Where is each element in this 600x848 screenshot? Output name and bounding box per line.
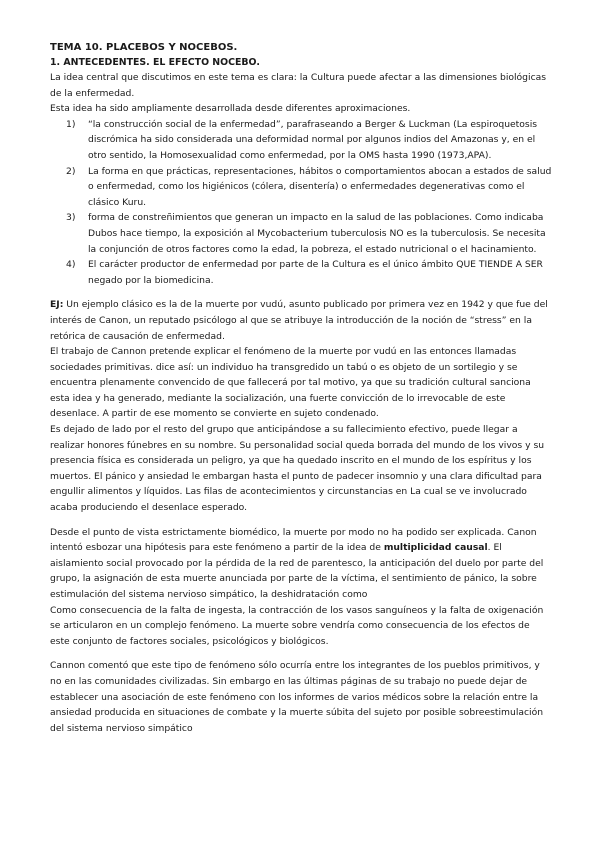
example-label: EJ: [50, 299, 64, 311]
consequence-paragraph: Como consecuencia de la falta de ingesta, la contracción de los vasos sanguíneos y la falta de oxigenación se articularon en un complejo fenómeno. La muerte sobre vendría como consecuencia de los efectos de este conjunto de factores sociales, psicológicos y biológicos. [50, 604, 544, 647]
list-number: 1) [66, 118, 76, 130]
list-item [66, 117, 552, 164]
section-heading: 1. ANTECEDENTES. EL EFECTO NOCEBO. [50, 57, 260, 68]
intro-paragraph-2: Esta idea ha sido ampliamente desarrollada desde diferentes aproximaciones. [50, 103, 411, 115]
intro-paragraph: La idea central que discutimos en este tema es clara: la Cultura puede afectar a las dimensiones biológicas de la enfermedad. [50, 72, 547, 99]
list-text: El carácter productor de enfermedad por parte de la Cultura es el único ámbito QUE TIENDE A SER negado por la biomedicina. [88, 259, 543, 286]
list-text: La forma en que prácticas, representaciones, hábitos o comportamientos abocan a estados de salud o enfermedad, como los higiénicos (cólera, disentería) o enfermedades degenerativas como el clásico Kuru. [88, 165, 552, 208]
biomedical-text-continued: . El aislamiento social provocado por la pérdida de la red de parentesco, la anticipación del duelo por parte del grupo, la asignación de esta muerte anunciada por parte de la víctima, el sentimiento de pánico, la sobre estimulación del sistema nervioso simpático, la deshidratación como [50, 542, 544, 600]
list-number: 2) [66, 165, 76, 177]
example-text: Un ejemplo clásico es la de la muerte por vudú, asunto publicado por primera vez en 1942 y que fue del interés de Canon, un reputado psicólogo al que se atribuye la introducción de la noción de “stress” en la retórica de causación de enfermedad. [50, 299, 548, 342]
group-paragraph: Es dejado de lado por el resto del grupo que anticipándose a su fallecimiento efectivo, puede llegar a realizar honores fúnebres en su nombre. Su personalidad social queda borrada del mundo de los vivos y su presencia física es considerada un peligro, ya que ha quedado inscrito en el mundo de los espíritus y los muertos. El pánico y ansiedad le embargan hasta el punto de padecer insomnio y una clara dificultad para engullir alimentos y líquidos. Las filas de acontecimientos y circunstancias en La cual se ve involucrado acaba produciendo el desenlace esperado. [50, 424, 545, 514]
final-paragraph: Cannon comentó que este tipo de fenómeno sólo ocurría entre los integrantes de los pueblos primitivos, y no en las comunidades civilizadas. Sin embargo en las últimas páginas de su trabajo no puede dejar de establecer una asociación de este fenómeno con los informes de varios médicos sobre la relación entre la ansiedad producida en situaciones de combate y la muerte súbita del sujeto por posible sobreestimulación del sistema nervioso simpático [50, 660, 544, 734]
list-item [66, 164, 552, 211]
list-item [66, 257, 552, 288]
page-title: TEMA 10. PLACEBOS Y NOCEBOS. [50, 42, 238, 53]
biomedical-paragraph [50, 525, 552, 603]
list-number: 4) [66, 259, 76, 271]
list-text: forma de constreñimientos que generan un impacto en la salud de las poblaciones. Como indicaba Dubos hace tiempo, la exposición al Mycobacterium tuberculosis NO es la tuberculosis. Se necesita la conjunción de otros factores como la edad, la pobreza, el estado nutricional o el hacinamiento. [88, 212, 546, 255]
list-number: 3) [66, 212, 76, 224]
list-item [66, 210, 552, 257]
cannon-paragraph: El trabajo de Cannon pretende explicar el fenómeno de la muerte por vudú en las entonces llamadas sociedades primitivas. dice así: un individuo ha transgredido un tabú o es objeto de un sortilegio y se encuentra plenamente convencido de que fallecerá por tal motivo, ya que su tradición cultural sanciona esta idea y ha generado, mediante la socialización, una fuerte convicción de lo irrevocable de este desenlace. A partir de ese momento se convierte en sujeto condenado. [50, 346, 531, 420]
example-paragraph [50, 297, 552, 344]
list-text: “la construcción social de la enfermedad”, parafraseando a Berger & Luckman (La espiroquetosis discrómica ha sido considerada una deformidad normal por algunos indios del Amazonas y, en el otro sentido, la Homosexualidad como enfermedad, por la OMS hasta 1990 (1973,APA). [88, 118, 538, 161]
biomedical-text: Desde el punto de vista estrictamente biomédico, la muerte por modo no ha podido ser explicada. Canon intentó esbozar una hipótesis para este fenómeno a partir de la idea de [50, 526, 537, 554]
approaches-list [50, 117, 552, 289]
causal-multiplicity-term: multiplicidad causal [383, 542, 488, 554]
document-body [50, 40, 552, 736]
